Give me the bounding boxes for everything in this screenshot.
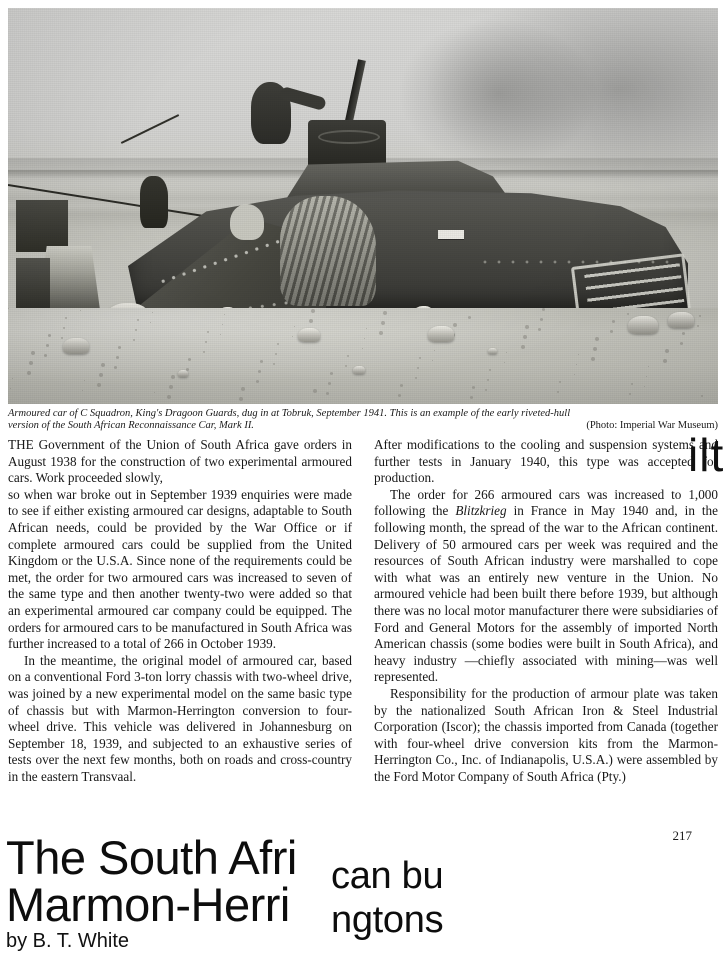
headline-main <box>6 831 297 931</box>
article-column-left <box>8 437 352 785</box>
paragraph: After modifications to the cooling and suspension systems and further tests in January 1940, this type was accepted for production. <box>374 437 718 486</box>
paragraph: Responsibility for the production of armour plate was taken by the nationalized South African Iron & Steel Industrial Corporation (Iscor); the chassis imported from Canada (together with four-wheel drive conversion kits from the Marmon-Herrington Co., Inc. of Indianapolis, U.S.A.) were assembled by the Ford Motor Company of South Africa (Pty.) <box>374 685 718 784</box>
headline-overlap <box>331 854 443 942</box>
page-number: 217 <box>672 828 692 843</box>
paragraph: so when war broke out in September 1939 enquiries were made to see if either existing armoured car designs, adaptable to South African needs, could be provided by the War Office or if complete armoured cars could be supplied from the United Kingdom or the U.S.A. Since none of the requirements could be met, the order for two armoured cars was increased to seven of the same type and then another twenty-two were added so that an experimental armoured car company could be equipped. The orders for armoured cars to be manufactured in South Africa was further increased to a total of 266 in October 1939. <box>8 486 352 652</box>
headline-line-1: The South Afri <box>6 831 297 884</box>
paragraph: In the meantime, the original model of armoured car, based on a conventional Ford 3-ton lorry chassis with two-wheel drive, was joined by a new experimental model on the same basic type of chassis but with Marmon-Herrington conversion to four-wheel drive. This vehicle was delivered in Johannesburg on September 18, 1939, and subjected to an exhaustive series of tests over the next few months, both on roads and cross-country in the eastern Transvaal. <box>8 652 352 784</box>
photo-caption-line-2: version of the South African Reconnaissance Car, Mark II. <box>8 419 254 431</box>
overflow-text-fragment: ilt <box>688 432 725 478</box>
article-column-right <box>374 437 718 785</box>
paragraph: THE Government of the Union of South Africa gave orders in August 1938 for the construction of two experimental armoured cars. Work proceeded slowly, <box>8 437 352 486</box>
article-photograph <box>8 8 718 404</box>
paragraph: The order for 266 armoured cars was increased to 1,000 following the Blitzkrieg in France in May 1940 and, in the following month, the spread of the war to the African continent. Delivery of 50 armoured cars per week was required and the resources of South African industry were marshalled to cope with what was an entirely new venture in the Union. No armoured vehicle had been built there before 1939, but although there was no local motor manufacturer there were subsidiaries of Ford and General Motors for the assembly of imported North American chassis (some bodies were built in South Africa), and heavy industry —chiefly associated with mining—was well represented. <box>374 486 718 685</box>
article-body <box>8 437 718 815</box>
photo-caption <box>8 408 718 431</box>
italic-term: Blitzkrieg <box>455 503 507 519</box>
article-byline: by B. T. White <box>6 930 130 952</box>
photo-credit: (Photo: Imperial War Museum) <box>586 419 718 431</box>
headline-overlap-line-2: ngtons <box>331 899 444 941</box>
photo-background <box>8 8 718 404</box>
photo-caption-line-1: Armoured car of C Squadron, King's Dragoon Guards, dug in at Tobruk, September 1941. This is an example of the early riveted-hull <box>8 408 571 419</box>
photo-vignette <box>8 8 718 404</box>
headline-overlap-line-1: can bu <box>331 855 444 897</box>
headline-line-2: Marmon-Herri <box>6 878 290 931</box>
